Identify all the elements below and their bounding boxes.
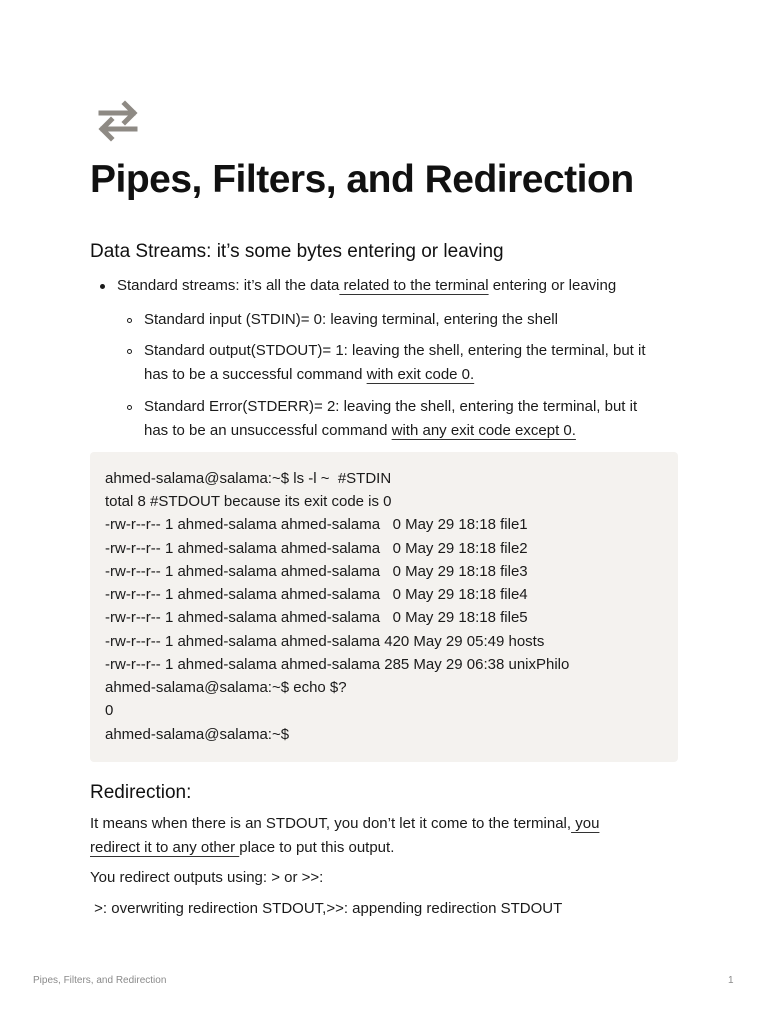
- inline-link-exit-code-0[interactable]: with exit code 0.: [366, 366, 475, 383]
- inline-link-exit-code-except-0[interactable]: with any exit code except 0.: [391, 422, 576, 439]
- code-line: ahmed-salama@salama:~$ ls -l ~ #STDIN: [105, 470, 392, 487]
- sub-list-item-line: has to be an unsuccessful command: [144, 422, 392, 439]
- section-heading-redirection: Redirection:: [90, 782, 192, 803]
- code-block: [90, 452, 678, 762]
- paragraph-text: place to put this output.: [239, 839, 395, 856]
- code-line: -rw-r--r-- 1 ahmed-salama ahmed-salama 420 May 29 05:49 hosts: [105, 633, 545, 650]
- bullet-circle: [127, 318, 132, 323]
- inline-link-redirect[interactable]: you: [571, 815, 600, 832]
- sub-list-item-line: has to be a successful command: [144, 366, 367, 383]
- code-line: -rw-r--r-- 1 ahmed-salama ahmed-salama 0 May 29 18:18 file5: [105, 609, 528, 626]
- sub-list-item-line: Standard Error(STDERR)= 2: leaving the shell, entering the terminal, but it: [144, 398, 638, 415]
- paragraph-redirect-types: >: overwriting redirection STDOUT,>>: appending redirection STDOUT: [90, 900, 563, 917]
- code-line: -rw-r--r-- 1 ahmed-salama ahmed-salama 0 May 29 18:18 file4: [105, 586, 528, 603]
- section-heading-data-streams: Data Streams: it’s some bytes entering or leaving: [90, 241, 504, 262]
- footer-doc-title: Pipes, Filters, and Redirection: [33, 975, 167, 986]
- bullet-circle: [127, 405, 132, 410]
- paragraph-redirect-operators: You redirect outputs using: > or >>:: [90, 869, 324, 886]
- inline-link-terminal[interactable]: related to the terminal: [339, 277, 489, 294]
- list-item-text-end: entering or leaving: [488, 277, 617, 294]
- bullet-circle: [127, 349, 132, 354]
- page-title: Pipes, Filters, and Redirection: [90, 158, 634, 201]
- bullet-disc: [100, 284, 105, 289]
- code-line: ahmed-salama@salama:~$ echo $?: [105, 679, 347, 696]
- code-line: ahmed-salama@salama:~$: [105, 726, 290, 743]
- arrows-left-right-icon: [97, 98, 139, 144]
- footer-page-number: 1: [728, 975, 734, 986]
- sub-list-item-line: Standard output(STDOUT)= 1: leaving the shell, entering the terminal, but it: [144, 342, 646, 359]
- sub-list-item-stdin: Standard input (STDIN)= 0: leaving terminal, entering the shell: [144, 311, 558, 328]
- code-line: -rw-r--r-- 1 ahmed-salama ahmed-salama 285 May 29 06:38 unixPhilo: [105, 656, 570, 673]
- sub-list-item-stderr: [144, 395, 637, 443]
- list-item-text: Standard streams: it’s all the data: [117, 277, 340, 294]
- code-line: -rw-r--r-- 1 ahmed-salama ahmed-salama 0 May 29 18:18 file2: [105, 540, 528, 557]
- sub-list-item-stdout: [144, 339, 646, 387]
- code-line: -rw-r--r-- 1 ahmed-salama ahmed-salama 0 May 29 18:18 file1: [105, 516, 528, 533]
- code-line: 0: [105, 702, 114, 719]
- code-line: total 8 #STDOUT because its exit code is 0: [105, 493, 392, 510]
- inline-link-redirect[interactable]: redirect it to any other: [90, 839, 240, 856]
- paragraph-text: It means when there is an STDOUT, you don’t let it come to the terminal,: [90, 815, 572, 832]
- paragraph-redirection: [90, 812, 680, 860]
- list-item: [117, 274, 616, 298]
- code-line: -rw-r--r-- 1 ahmed-salama ahmed-salama 0 May 29 18:18 file3: [105, 563, 528, 580]
